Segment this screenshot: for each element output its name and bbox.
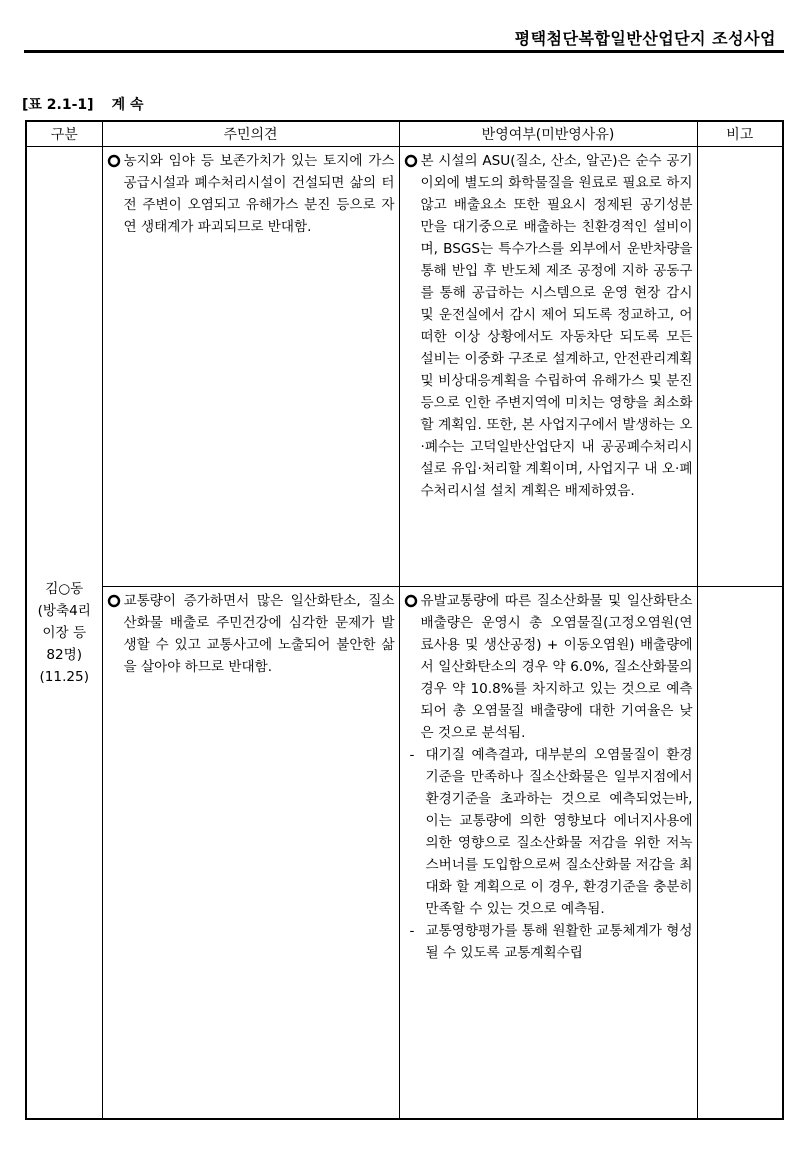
table-row	[26, 587, 783, 1120]
table-caption-continued: 계 속	[111, 97, 144, 113]
response-subitem-text: 대기질 예측결과, 대부분의 오염물질이 환경기준을 만족하나 질소산화물은 일부지점에서 환경기준을 초과하는 것으로 예측되었는바, 이는 교통량에 의한 영향보다 에너지사용에 의한 영향으로 질소산화물 저감을 위한 저녹스버너를 도입함으로써 질소산화물 저감을 최대화 할 계획으로 이 경우, 환경기준을 충분히 만족할 수 있는 것으로 예측됨.	[425, 747, 693, 917]
header-rule	[24, 50, 784, 53]
remark-cell	[697, 587, 783, 1120]
column-header-category: 구분	[26, 121, 102, 147]
commenter-count: 82명)	[46, 646, 83, 663]
opinion-table	[25, 120, 784, 1120]
hollow-circle-bullet-icon	[404, 150, 419, 175]
table-header-row	[26, 121, 783, 147]
response-text: 유발교통량에 따른 질소산화물 및 일산화탄소 배출량은 운영시 총 오염물질(고정오염원(연료사용 및 생산공정) + 이동오염원) 배출량에서 일산화탄소의 경우 약 6.0%, 질소산화물의 경우 약 10.8%를 차지하고 있는 것으로 예측되어 총 오염물질 배출량에 대한 기여율은 낮은 것으로 분석됨.	[420, 593, 693, 741]
hollow-circle-bullet-icon	[404, 590, 419, 615]
page-header-title: 평택첨단복합일반산업단지 조성사업	[514, 29, 776, 48]
response-text: 본 시설의 ASU(질소, 산소, 알곤)은 순수 공기 이외에 별도의 화학물질을 원료로 필요로 하지 않고 배출요소 또한 필요시 정제된 공기성분 만을 대기중으로 배출하는 친환경적인 설비이며, BSGS는 특수가스를 외부에서 운반차량을 통해 반입 후 반도체 제조 공정에 지하 공동구를 통해 공급하는 시스템으로 운영 현장 감시 및 운전실에서 감시 제어 되도록 정교하고, 어떠한 이상 상황에서도 자동차단 되도록 모든 설비는 이중화 구조로 설계하고, 안전관리계획 및 비상대응계획을 수립하여 유해가스 및 분진 등으로 인한 주변지역에 미치는 영향을 최소화 할 계획임. 또한, 본 사업지구에서 발생하는 오·폐수는 고덕일반산업단지 내 공공폐수처리시설로 유입·처리할 계획이며, 사업지구 내 오·폐수처리시설 설치 계획은 배제하였음.	[420, 153, 693, 499]
table-caption	[22, 94, 144, 114]
dash-marker: -	[409, 923, 415, 939]
opinion-cell	[102, 147, 399, 587]
response-subitem	[404, 744, 693, 920]
opinion-text: 농지와 임야 등 보존가치가 있는 토지에 가스공급시설과 폐수처리시설이 건설되면 삶의 터전 주변이 오염되고 유해가스 분진 등으로 자연 생태계가 파괴되므로 반대함.	[123, 153, 395, 235]
hollow-circle-bullet-icon	[107, 590, 122, 615]
commenter-role: 이장 등	[42, 624, 87, 641]
opinion-item	[107, 150, 395, 238]
remark-cell	[697, 147, 783, 587]
dash-marker: -	[409, 747, 415, 763]
commenter-name: 김○동	[45, 580, 84, 597]
table-caption-label: [표 2.1-1]	[22, 97, 94, 113]
response-subitem-text: 교통영향평가를 통해 원활한 교통체계가 형성될 수 있도록 교통계획수립	[425, 923, 693, 961]
response-subitem	[404, 920, 693, 964]
table-row	[26, 147, 783, 587]
hollow-circle-bullet-icon	[107, 150, 122, 175]
commenter-cell	[26, 147, 102, 1120]
opinion-text: 교통량이 증가하면서 많은 일산화탄소, 질소산화물 배출로 주민건강에 심각한 문제가 발생할 수 있고 교통사고에 노출되어 불안한 삶을 살아야 하므로 반대함.	[123, 593, 395, 675]
commenter-village: (방축4리	[37, 602, 91, 619]
column-header-opinion: 주민의견	[102, 121, 399, 147]
response-cell	[399, 147, 697, 587]
commenter-date: (11.25)	[39, 668, 90, 685]
response-item	[404, 150, 693, 502]
column-header-remark: 비고	[697, 121, 783, 147]
opinion-item	[107, 590, 395, 678]
response-cell	[399, 587, 697, 1120]
column-header-response: 반영여부(미반영사유)	[399, 121, 697, 147]
response-item	[404, 590, 693, 744]
opinion-cell	[102, 587, 399, 1120]
